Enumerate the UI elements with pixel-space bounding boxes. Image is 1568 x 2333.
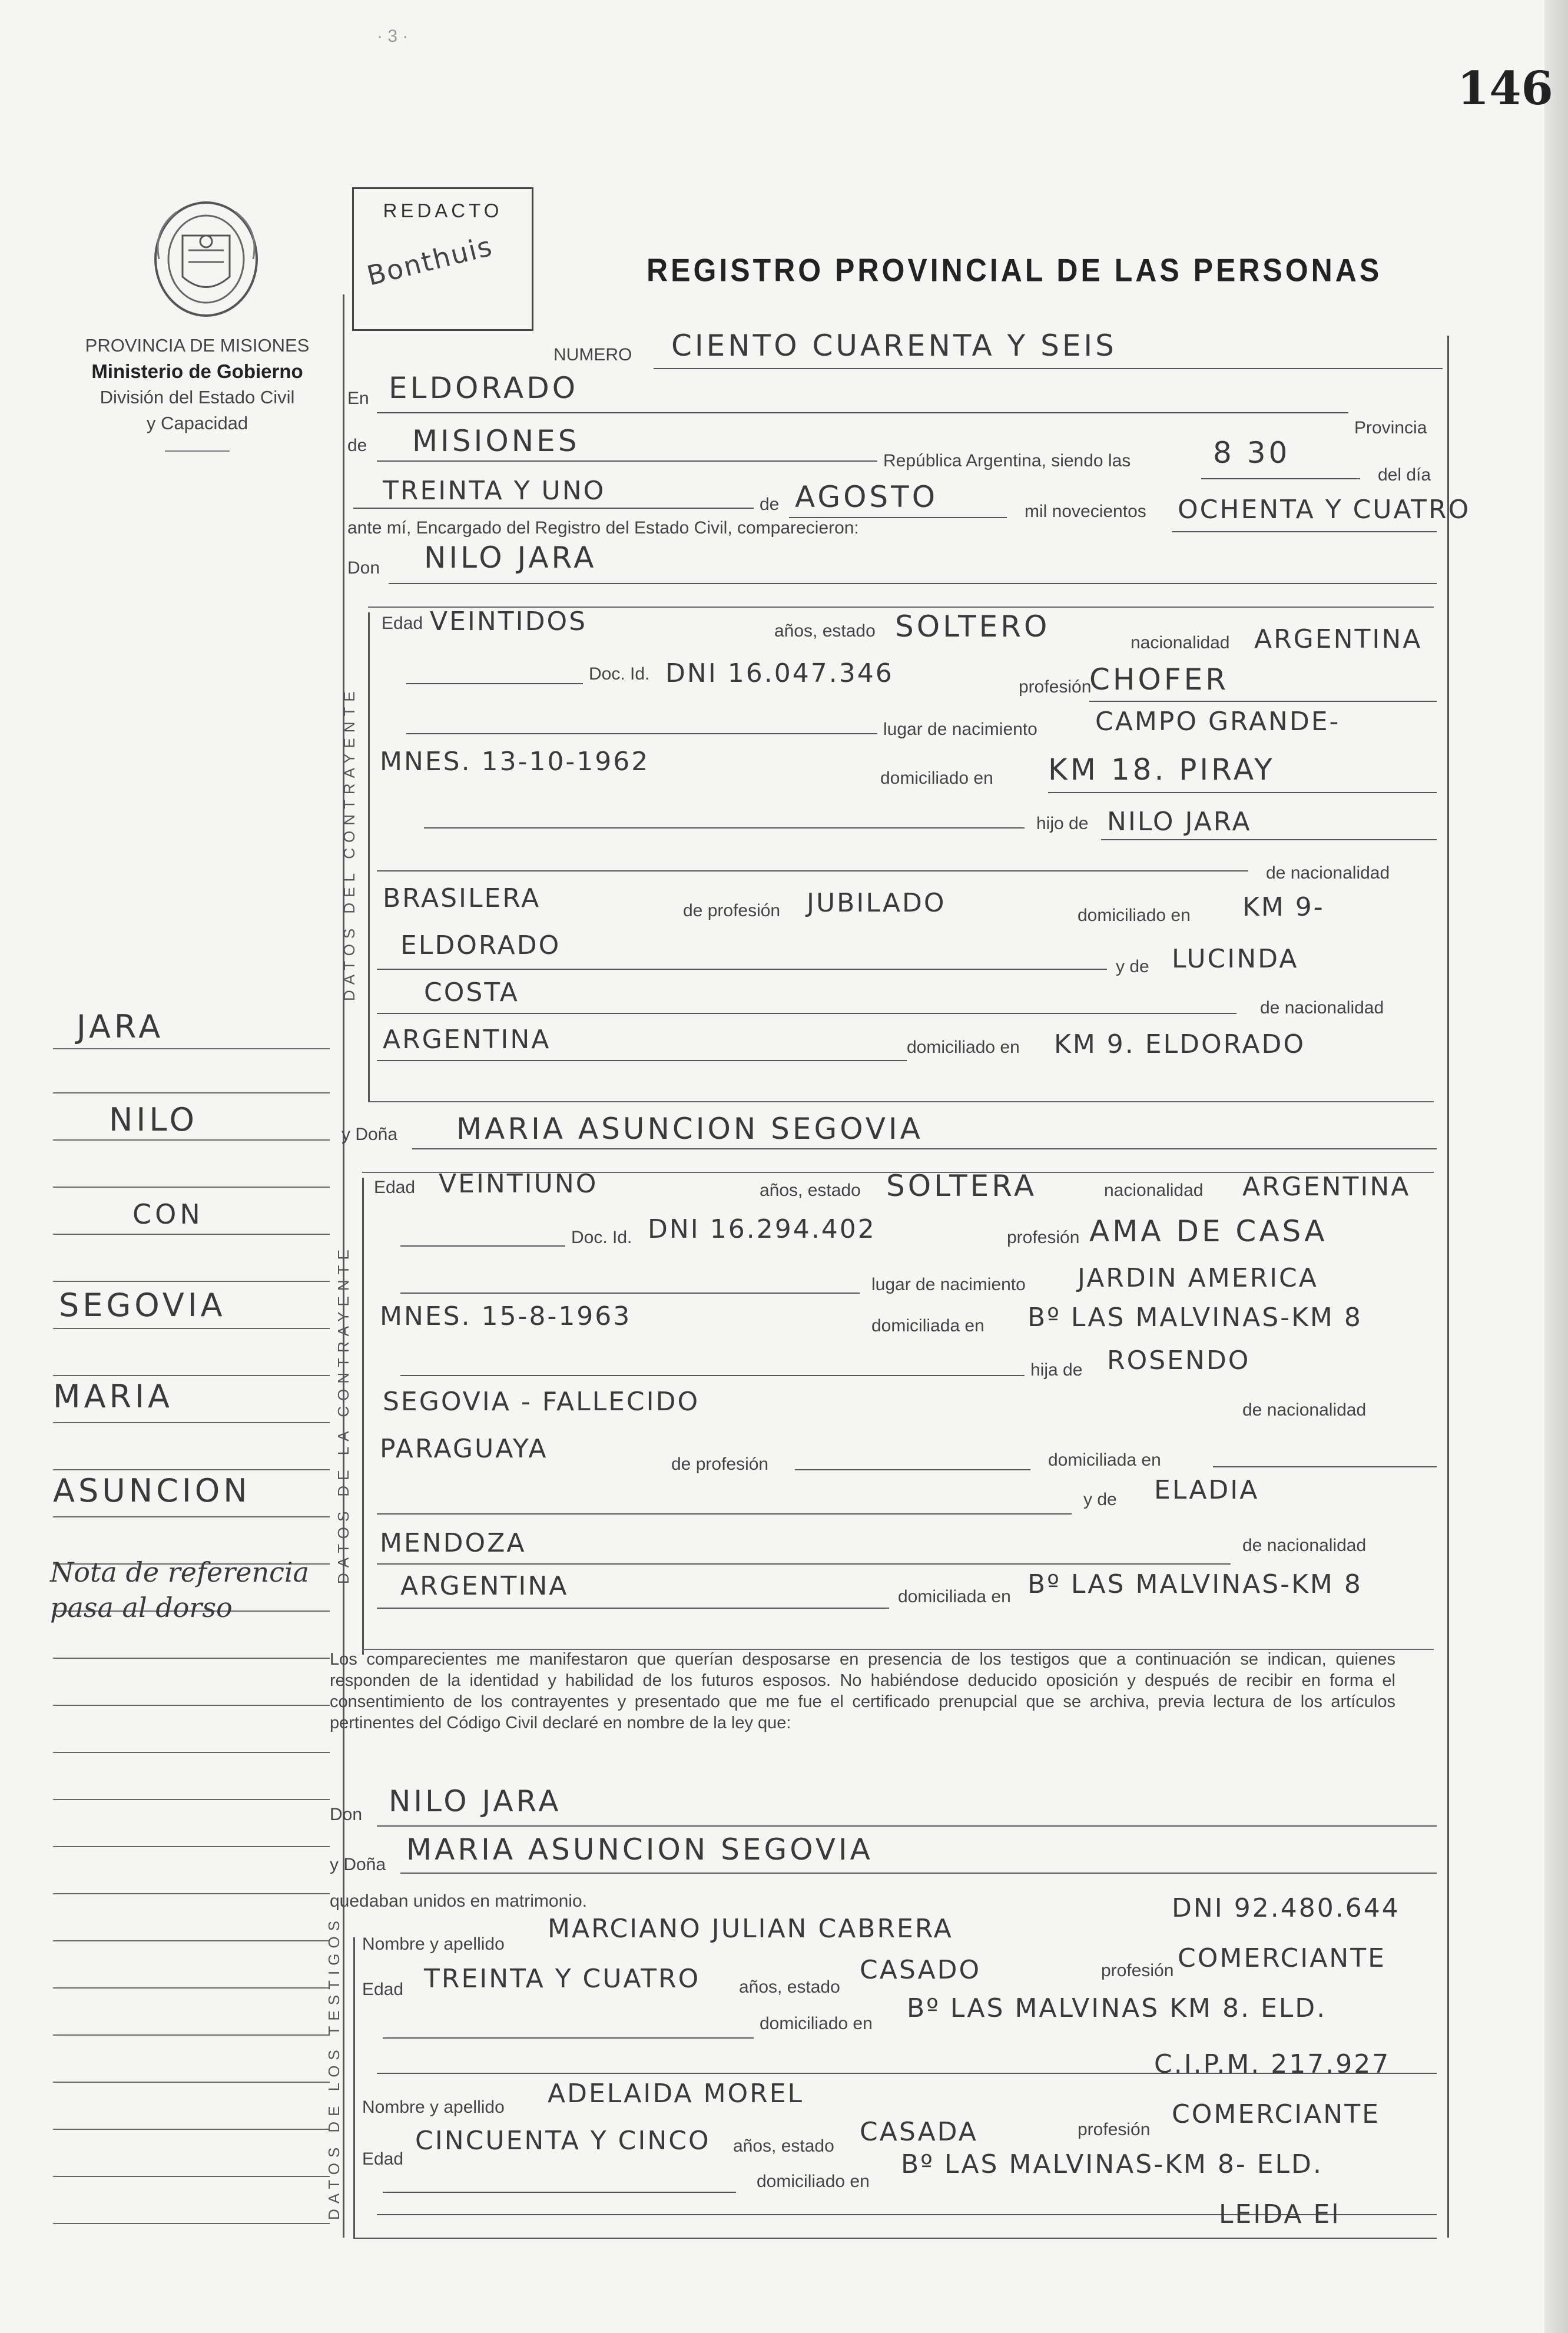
- t2-edad-label: Edad: [362, 2149, 404, 2169]
- bride-nacionalidad: ARGENTINA: [1242, 1172, 1411, 1202]
- t2-dom-label: domiciliado en: [757, 2172, 870, 2191]
- groom-domicilio-line: [1048, 792, 1437, 793]
- mil-label: mil novecientos: [1025, 502, 1146, 521]
- groom-section-rule: [368, 612, 370, 1101]
- leida-footer: LEIDA El: [1219, 2199, 1341, 2229]
- t1-estado: CASADO: [860, 1955, 982, 1985]
- bride-dom-label: domiciliada en: [871, 1316, 984, 1335]
- quedaban-text: quedaban unidos en matrimonio.: [330, 1891, 587, 1911]
- margin-rule: [53, 2223, 330, 2224]
- groom-madre-nac-label: de nacionalidad: [1260, 998, 1384, 1018]
- bride-padre-nac-label: de nacionalidad: [1242, 1400, 1367, 1420]
- bride-lugar-label: lugar de nacimiento: [871, 1275, 1026, 1294]
- groom-lugar-label: lugar de nacimiento: [883, 720, 1037, 739]
- declaration-text: Los comparecientes me manifestaron que querían desposarse en presencia de los testigos que a continuación se indican, quienes responden de la identidad y habilidad de los futuros esposos. No habiéndose deducido oposición y después de recibir en forma el consentimiento de los contrayentes y presentado que me fue el certificado prenupcial que se archiva, previa lectura de los artículos pertinentes del Código Civil declaré en nombre de la ley que:: [330, 1650, 1395, 1732]
- margin-rule: [53, 1516, 330, 1517]
- groom-padre-prof: JUBILADO: [807, 888, 946, 918]
- groom-padre-dom-label: domiciliado en: [1078, 906, 1191, 925]
- groom-name-line: [389, 583, 1437, 584]
- groom-name: NILO JARA: [424, 541, 597, 575]
- org-divider: [165, 450, 230, 452]
- margin-rule: [53, 2082, 330, 2083]
- bride-hija-line-a: [400, 1375, 1025, 1376]
- bride-lugar-2: MNES. 15-8-1963: [380, 1301, 632, 1331]
- union-groom: NILO JARA: [389, 1784, 562, 1818]
- margin-bride-surname: SEGOVIA: [59, 1287, 226, 1324]
- page-edge: [1544, 0, 1568, 2333]
- margin-surname: JARA: [77, 1008, 164, 1045]
- de-label: de: [347, 436, 367, 455]
- anio-value: OCHENTA Y CUATRO: [1178, 495, 1471, 525]
- bride-madre2-line: [377, 1563, 1231, 1565]
- ministry-name: Ministerio de Gobierno: [91, 360, 303, 382]
- groom-profesion-line: [1089, 701, 1437, 702]
- groom-estado: SOLTERO: [895, 609, 1050, 644]
- bride-name: MARIA ASUNCION SEGOVIA: [456, 1112, 923, 1146]
- bride-doc-line-a: [400, 1245, 565, 1247]
- dona-label: y Doña: [342, 1125, 398, 1144]
- hora-line: [1201, 478, 1360, 479]
- groom-doc-label: Doc. Id.: [589, 664, 650, 684]
- groom-madre-dom-label: domiciliado en: [907, 1038, 1020, 1057]
- groom-madre-nac: ARGENTINA: [383, 1025, 551, 1055]
- margin-given-name: NILO: [109, 1101, 198, 1138]
- bride-doc: DNI 16.294.402: [648, 1214, 876, 1244]
- t2-profesion: COMERCIANTE: [1172, 2099, 1380, 2129]
- groom-nacionalidad: ARGENTINA: [1254, 624, 1423, 654]
- margin-rule: [53, 1940, 330, 1941]
- groom-hijo-line-a: [424, 827, 1025, 829]
- t1-profesion-label: profesión: [1101, 1961, 1174, 1980]
- bride-padre-dom-line: [1213, 1466, 1437, 1467]
- bride-madre-dom-label: domiciliada en: [898, 1587, 1011, 1606]
- t1-profesion: COMERCIANTE: [1178, 1943, 1386, 1973]
- groom-domicilio: KM 18. PIRAY: [1048, 753, 1275, 787]
- groom-profesion: CHOFER: [1089, 662, 1229, 697]
- margin-rule: [53, 1281, 330, 1282]
- groom-doc: DNI 16.047.346: [665, 658, 894, 688]
- redacto-box: [352, 187, 533, 331]
- t2-anios-label: años, estado: [733, 2136, 834, 2156]
- bride-lugar-line-a: [400, 1293, 860, 1294]
- groom-nac-line: [377, 870, 1248, 871]
- groom-y-de-label: y de: [1116, 957, 1149, 976]
- bride-madre-nac: ARGENTINA: [400, 1571, 569, 1601]
- groom-bottom-line: [368, 1101, 1434, 1102]
- margin-rule: [53, 2129, 330, 2130]
- don-label: Don: [347, 558, 380, 578]
- bride-doc-label: Doc. Id.: [571, 1228, 632, 1247]
- groom-padre-prof-label: de profesión: [683, 901, 781, 920]
- groom-madre2-line: [377, 1013, 1237, 1014]
- ante-label: ante mí, Encargado del Registro del Estado Civil, comparecieron:: [347, 518, 859, 538]
- margin-rule: [53, 1752, 330, 1753]
- t1-domicilio: Bº LAS MALVINAS KM 8. ELD.: [907, 1993, 1327, 2023]
- bride-edad: VEINTIUNO: [439, 1169, 598, 1199]
- top-scribble: · 3 ·: [377, 26, 409, 46]
- groom-profesion-label: profesión: [1019, 677, 1092, 697]
- bride-y-de-label: y de: [1083, 1490, 1117, 1509]
- groom-padre-nac: BRASILERA: [383, 883, 541, 913]
- t2-edad: CINCUENTA Y CINCO: [415, 2126, 711, 2156]
- bride-madre-nac-line: [377, 1608, 889, 1609]
- page-number: 146: [1457, 62, 1553, 115]
- bride-section-rule: [362, 1178, 364, 1655]
- anio-line: [1172, 531, 1437, 532]
- bride-nac-label: nacionalidad: [1104, 1181, 1204, 1200]
- t1-anios-label: años, estado: [739, 1977, 840, 1997]
- margin-con: CON: [132, 1198, 204, 1230]
- margin-bride-name-2: ASUNCION: [53, 1472, 251, 1509]
- numero-value: CIENTO CUARENTA Y SEIS: [671, 329, 1117, 363]
- registry-title: REGISTRO PROVINCIAL DE LAS PERSONAS: [647, 252, 1383, 289]
- margin-rule: [53, 1139, 330, 1141]
- province-name: PROVINCIA DE MISIONES: [85, 335, 310, 356]
- margin-bride-name: MARIA: [53, 1378, 173, 1415]
- margin-rule: [53, 1799, 330, 1800]
- bride-anios-label: años, estado: [760, 1181, 861, 1200]
- bride-padre-dom-label: domiciliada en: [1048, 1450, 1161, 1470]
- t1-dom-label: domiciliado en: [760, 2014, 873, 2033]
- t2-profesion-label: profesión: [1078, 2120, 1151, 2139]
- republica-label: República Argentina, siendo las: [883, 451, 1131, 470]
- bride-estado: SOLTERA: [886, 1169, 1037, 1203]
- redacto-signature: Bonthuis: [363, 230, 496, 292]
- bride-padre-prof-label: de profesión: [671, 1454, 769, 1474]
- margin-rule: [53, 1234, 330, 1235]
- t1-edad: TREINTA Y CUATRO: [424, 1964, 701, 1994]
- bride-madre-dom: Bº LAS MALVINAS-KM 8: [1027, 1569, 1363, 1599]
- dia-value: TREINTA Y UNO: [383, 476, 606, 506]
- t1-dom-line-a: [383, 2037, 754, 2039]
- bride-y-de-line: [377, 1513, 1072, 1515]
- bride-padre-prof-line: [795, 1469, 1030, 1470]
- bride-padre: ROSENDO: [1107, 1346, 1251, 1376]
- groom-lugar: CAMPO GRANDE-: [1095, 707, 1341, 737]
- mes-value: AGOSTO: [795, 480, 939, 514]
- groom-edad: VEINTIDOS: [430, 607, 588, 637]
- margin-rule: [53, 1893, 330, 1894]
- bride-profesion-label: profesión: [1007, 1228, 1080, 1247]
- en-label: En: [347, 389, 369, 408]
- bride-padre-nac: PARAGUAYA: [380, 1434, 548, 1464]
- en-line: [377, 412, 1348, 413]
- t2-nombre: ADELAIDA MOREL: [548, 2079, 804, 2109]
- redacto-label: REDACTO: [383, 200, 503, 221]
- witnesses-side-label: DATOS DE LOS TESTIGOS: [325, 1916, 343, 2220]
- margin-rule: [53, 2176, 330, 2177]
- groom-madre: LUCINDA: [1172, 944, 1299, 974]
- provincia-label: Provincia: [1354, 418, 1427, 438]
- groom-edad-label: Edad: [382, 614, 423, 633]
- t2-doc: C.I.P.M. 217.927: [1154, 2049, 1391, 2079]
- t2-nombre-label: Nombre y apellido: [362, 2097, 505, 2117]
- t2-dom-line-a: [383, 2192, 736, 2193]
- union-dona-label: y Doña: [330, 1855, 386, 1874]
- provincial-seal-icon: [147, 194, 265, 321]
- groom-padre-dom: KM 9-: [1242, 892, 1325, 922]
- margin-rule: [53, 1092, 330, 1093]
- margin-rule: [53, 1658, 330, 1659]
- margin-rule: [53, 2034, 330, 2036]
- issuing-authority: [53, 333, 342, 452]
- numero-label: NUMERO: [553, 345, 632, 364]
- groom-side-label: DATOS DEL CONTRAYENTE: [340, 686, 358, 1001]
- groom-madre-2: COSTA: [424, 977, 519, 1008]
- right-frame-rule: [1447, 336, 1449, 2238]
- bride-side-label: DATOS DE LA CONTRAYENTE: [334, 1244, 352, 1584]
- groom-hijo-label: hijo de: [1036, 814, 1089, 833]
- t1-nombre: MARCIANO JULIAN CABRERA: [548, 1914, 953, 1944]
- union-bride: MARIA ASUNCION SEGOVIA: [406, 1832, 873, 1867]
- margin-rule: [53, 1846, 330, 1847]
- en-value: ELDORADO: [389, 371, 579, 405]
- union-don-label: Don: [330, 1805, 363, 1824]
- division-name: División del Estado Civil: [100, 387, 295, 407]
- groom-padre-dom2-line: [377, 969, 1107, 970]
- groom-anios-label: años, estado: [774, 621, 876, 641]
- margin-rule: [53, 1705, 330, 1706]
- bride-profesion: AMA DE CASA: [1089, 1214, 1328, 1248]
- t1-nombre-label: Nombre y apellido: [362, 1934, 505, 1954]
- groom-dom-label: domiciliado en: [880, 768, 993, 788]
- bride-madre: ELADIA: [1154, 1475, 1259, 1505]
- bride-madre-2: MENDOZA: [380, 1528, 526, 1558]
- bride-madre-nac-label: de nacionalidad: [1242, 1536, 1367, 1555]
- groom-madre-nac-line: [377, 1060, 907, 1061]
- bride-padre-2: SEGOVIA - FALLECIDO: [383, 1387, 700, 1417]
- witnesses-section-rule: [353, 1937, 355, 2238]
- bride-edad-label: Edad: [374, 1178, 416, 1197]
- t1-doc: DNI 92.480.644: [1172, 1893, 1400, 1923]
- bride-domicilio: Bº LAS MALVINAS-KM 8: [1027, 1303, 1363, 1333]
- groom-padre-nac-label: de nacionalidad: [1266, 863, 1390, 883]
- bride-hija-label: hija de: [1030, 1360, 1083, 1380]
- groom-lugar-2: MNES. 13-10-1962: [380, 747, 650, 777]
- groom-lugar-line-a: [406, 733, 877, 734]
- de-value: MISIONES: [412, 424, 580, 458]
- groom-doc-line-a: [406, 683, 583, 684]
- bride-lugar: JARDIN AMERICA: [1078, 1263, 1318, 1293]
- margin-rule: [53, 1422, 330, 1423]
- hora-value: 8 30: [1213, 436, 1291, 470]
- t1-edad-label: Edad: [362, 1980, 404, 1999]
- union-groom-line: [377, 1825, 1437, 1827]
- union-bride-line: [400, 1873, 1437, 1874]
- groom-padre: NILO JARA: [1107, 807, 1252, 837]
- margin-rule: [53, 1187, 330, 1188]
- groom-padre-line: [1101, 839, 1437, 840]
- margin-rule: [53, 1469, 330, 1470]
- margin-rule: [53, 1048, 330, 1049]
- margin-rule: [53, 1987, 330, 1989]
- margin-rule: [53, 1328, 330, 1329]
- de-mes-label: de: [760, 495, 780, 514]
- numero-line: [654, 368, 1443, 369]
- de-line: [377, 460, 877, 462]
- division-name-2: y Capacidad: [146, 413, 248, 433]
- groom-nac-label: nacionalidad: [1131, 633, 1230, 652]
- del-dia-label: del día: [1378, 465, 1431, 485]
- page-bottom-line: [353, 2238, 1437, 2239]
- t2-domicilio: Bº LAS MALVINAS-KM 8- ELD.: [901, 2149, 1323, 2179]
- groom-madre-dom: KM 9. ELDORADO: [1054, 1029, 1305, 1059]
- dia-line: [353, 508, 754, 509]
- groom-padre-dom-2: ELDORADO: [400, 930, 561, 960]
- margin-rule: [53, 1375, 330, 1376]
- margin-note: Nota de referencia pasa al dorso: [50, 1556, 309, 1623]
- bride-name-line: [412, 1148, 1437, 1149]
- t2-estado: CASADA: [860, 2117, 978, 2147]
